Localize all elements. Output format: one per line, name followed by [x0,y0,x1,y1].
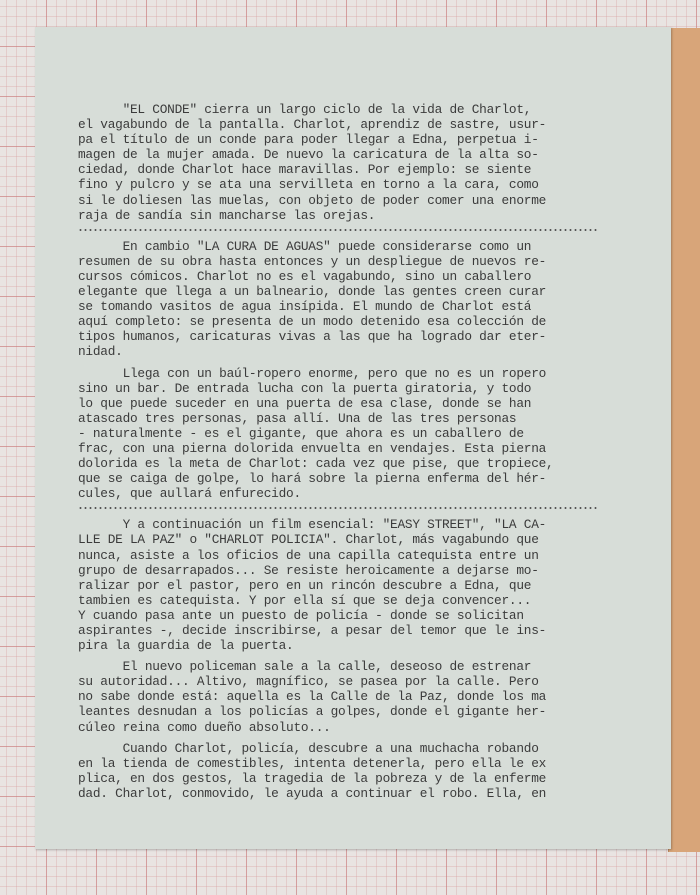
text-line: LLE DE LA PAZ" o "CHARLOT POLICIA". Charlot, más vagabundo que [78,532,539,548]
text-line: atascado tres personas, pasa allí. Una de las tres personas [78,410,517,426]
paragraph-cuando-charlot [78,741,598,801]
text-line: tambien es catequista. Y por ella sí que se deja convencer... [78,592,532,608]
text-line: lo que puede suceder en una puerta de esa clase, donde se han [78,395,532,411]
text-line: elegante que llega a un balneario, donde las gentes creen curar [78,284,547,300]
text-line: no sabe donde está: aquella es la Calle de la Paz, donde los ma [78,689,547,705]
text-line: grupo de desarrapados... Se resiste heroicamente a dejarse mo- [78,562,539,578]
text-line: cules, que aullará enfurecido. [78,486,301,502]
text-line: en la tienda de comestibles, intenta detenerla, pero ella le ex [78,755,547,771]
text-line: Y cuando pasa ante un puesto de policía - donde se solicitan [78,607,524,623]
text-line: su autoridad... Altivo, magnífico, se pasea por la calle. Pero [78,674,539,690]
paragraph-baul-ropero [78,366,598,502]
text-line: aspirantes -, decide inscribirse, a pesar del temor que le ins- [78,623,547,638]
text-line: cúleo reina como dueño absoluto... [78,719,331,735]
text-line: nunca, asiste a los oficios de una capilla catequista entre un [78,547,539,563]
text-line: cursos cómicos. Charlot no es el vagabundo, sino un caballero [78,268,532,284]
text-line: leantes desnudan a los policías a golpes, donde el gigante her- [78,704,547,720]
text-line: nidad. [78,344,123,360]
text-line: raja de sandía sin mancharse las orejas. [78,207,376,223]
text-line: magen de la mujer amada. De nuevo la caricatura de la alta so- [78,147,539,163]
text-line: que se caiga de golpe, lo hará sobre la pierna enferma del hér- [78,471,547,487]
text-line: - naturalmente - es el gigante, que ahora es un caballero de [78,425,524,441]
text-line: ralizar por el pastor, pero en un rincón descubre a Edna, que [78,577,532,593]
typewritten-text [78,102,598,801]
text-line: dolorida es la meta de Charlot: cada vez que pise, que tropiece, [78,456,554,472]
text-line: "EL CONDE" cierra un largo ciclo de la vida de Charlot, [78,102,532,117]
text-line: Cuando Charlot, policía, descubre a una muchacha robando [78,740,539,756]
dotted-separator [78,507,598,509]
text-line: dad. Charlot, conmovido, le ayuda a continuar el robo. Ella, en [78,785,547,801]
paragraph-easy-street [78,517,598,653]
text-line: sino un bar. De entrada lucha con la puerta giratoria, y todo [78,380,532,396]
text-line: se tomando vasitos de agua insípida. El mundo de Charlot está [78,299,532,315]
text-line: tipos humanos, caricaturas vivas a las que ha logrado dar eter- [78,329,547,345]
paragraph-la-cura-de-aguas [78,239,598,360]
orange-tab-edge [668,28,700,852]
text-line: pa el título de un conde para poder llegar a Edna, perpetua i- [78,132,539,148]
text-line: Llega con un baúl-ropero enorme, pero que no es un ropero [78,365,547,381]
paragraph-nuevo-policeman [78,659,598,734]
text-line: fino y pulcro y se ata una servilleta en torno a la cara, como [78,177,539,193]
text-line: el vagabundo de la pantalla. Charlot, aprendiz de sastre, usur- [78,117,547,133]
text-line: si le doliesen las muelas, con objeto de poder comer una enorme [78,192,547,208]
text-line: El nuevo policeman sale a la calle, deseoso de estrenar [78,659,532,675]
text-line: pira la guardia de la puerta. [78,638,294,654]
dotted-separator [78,229,598,231]
text-line: aquí completo: se presenta de un modo detenido esa colección de [78,314,547,330]
text-line: En cambio "LA CURA DE AGUAS" puede considerarse como un [78,238,532,254]
text-line: Y a continuación un film esencial: "EASY STREET", "LA CA- [78,517,547,533]
paragraph-el-conde [78,102,598,223]
text-line: plica, en dos gestos, la tragedia de la pobreza y de la enferme [78,770,547,786]
text-line: ciedad, donde Charlot hace maravillas. Por ejemplo: se siente [78,162,532,178]
text-line: frac, con una pierna dolorida envuelta en vendajes. Esta pierna [78,440,547,456]
text-line: resumen de su obra hasta entonces y un despliegue de nuevos re- [78,253,547,269]
